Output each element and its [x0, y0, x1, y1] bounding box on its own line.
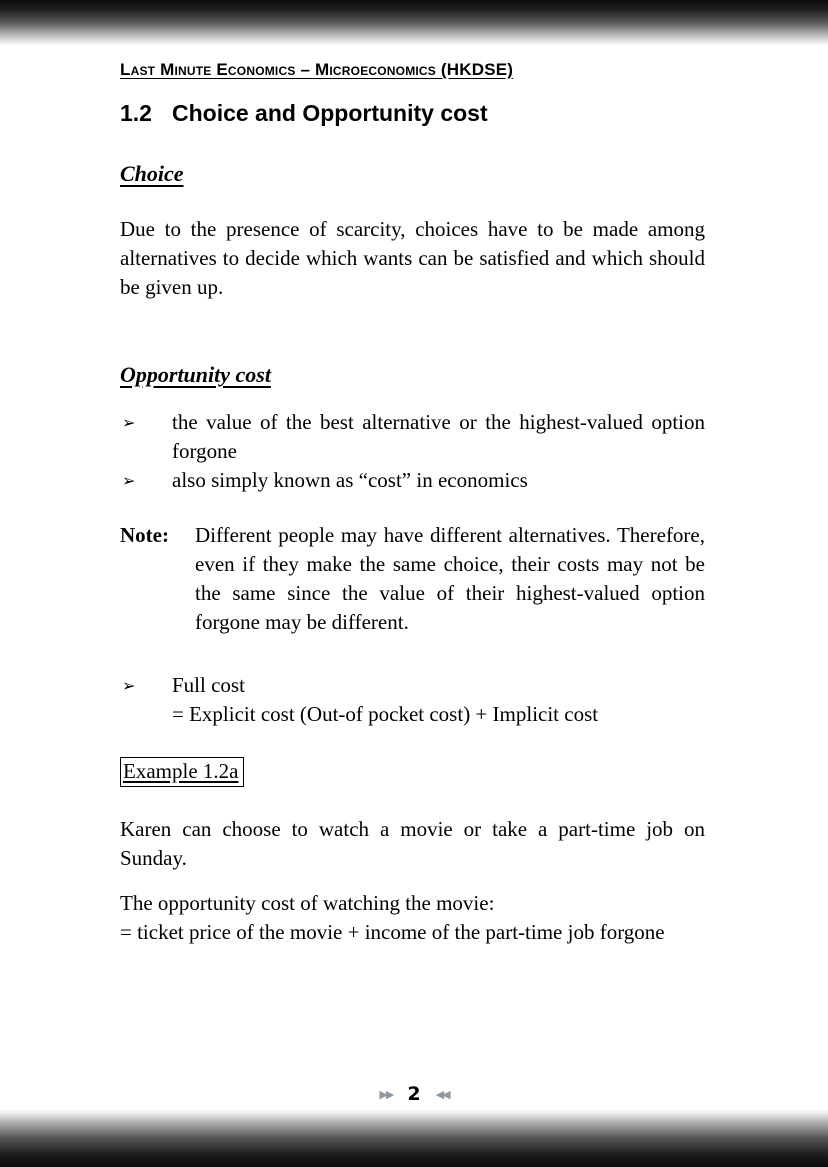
- choice-heading: Choice: [120, 161, 184, 186]
- full-cost-text: [172, 671, 705, 729]
- full-cost-bullet: [120, 671, 705, 729]
- running-header: Last Minute Economics – Microeconomics (HKDSE): [120, 60, 514, 79]
- bottom-gradient-bar: [0, 1109, 828, 1167]
- bullet-arrow-icon: ➢: [122, 471, 136, 490]
- note-text: Different people may have different alternatives. Therefore, even if they make the same choice, their costs may not be the same since the value of their highest-valued option forgone may be different.: [195, 523, 705, 634]
- bullet-item: [120, 466, 705, 495]
- page-number: 2: [407, 1083, 421, 1105]
- section-title: [120, 100, 705, 127]
- full-cost-formula: = Explicit cost (Out-of pocket cost) + Implicit cost: [172, 702, 599, 726]
- section-title-text: Choice and Opportunity cost: [171, 100, 488, 126]
- example-formula: = ticket price of the movie + income of the part-time job forgone: [120, 920, 665, 944]
- note-block: [120, 521, 705, 637]
- section-number: 1.2: [120, 100, 152, 126]
- full-cost-title: Full cost: [172, 673, 245, 697]
- example-paragraph-2: The opportunity cost of watching the movie:: [120, 891, 495, 915]
- bullet-item: [120, 408, 705, 466]
- example-label: Example 1.2a: [120, 757, 244, 787]
- backward-arrows-icon: ◀◀: [435, 1088, 449, 1101]
- example-paragraph-1: Karen can choose to watch a movie or take a part-time job on Sunday.: [120, 817, 705, 870]
- note-label: Note:: [120, 523, 169, 547]
- bullet-arrow-icon: ➢: [122, 676, 136, 695]
- bullet-text: also simply known as “cost” in economics: [172, 468, 528, 492]
- page-footer: [0, 1083, 828, 1105]
- bullet-text: the value of the best alternative or the highest-valued option forgone: [172, 410, 705, 463]
- bullet-arrow-icon: ➢: [122, 413, 136, 432]
- choice-paragraph: Due to the presence of scarcity, choices have to be made among alternatives to decide which wants can be satisfied and which should be given up.: [120, 217, 705, 299]
- example-label-row: [120, 757, 705, 787]
- opportunity-cost-heading: Opportunity cost: [120, 362, 271, 387]
- forward-arrows-icon: ▶▶: [379, 1088, 393, 1101]
